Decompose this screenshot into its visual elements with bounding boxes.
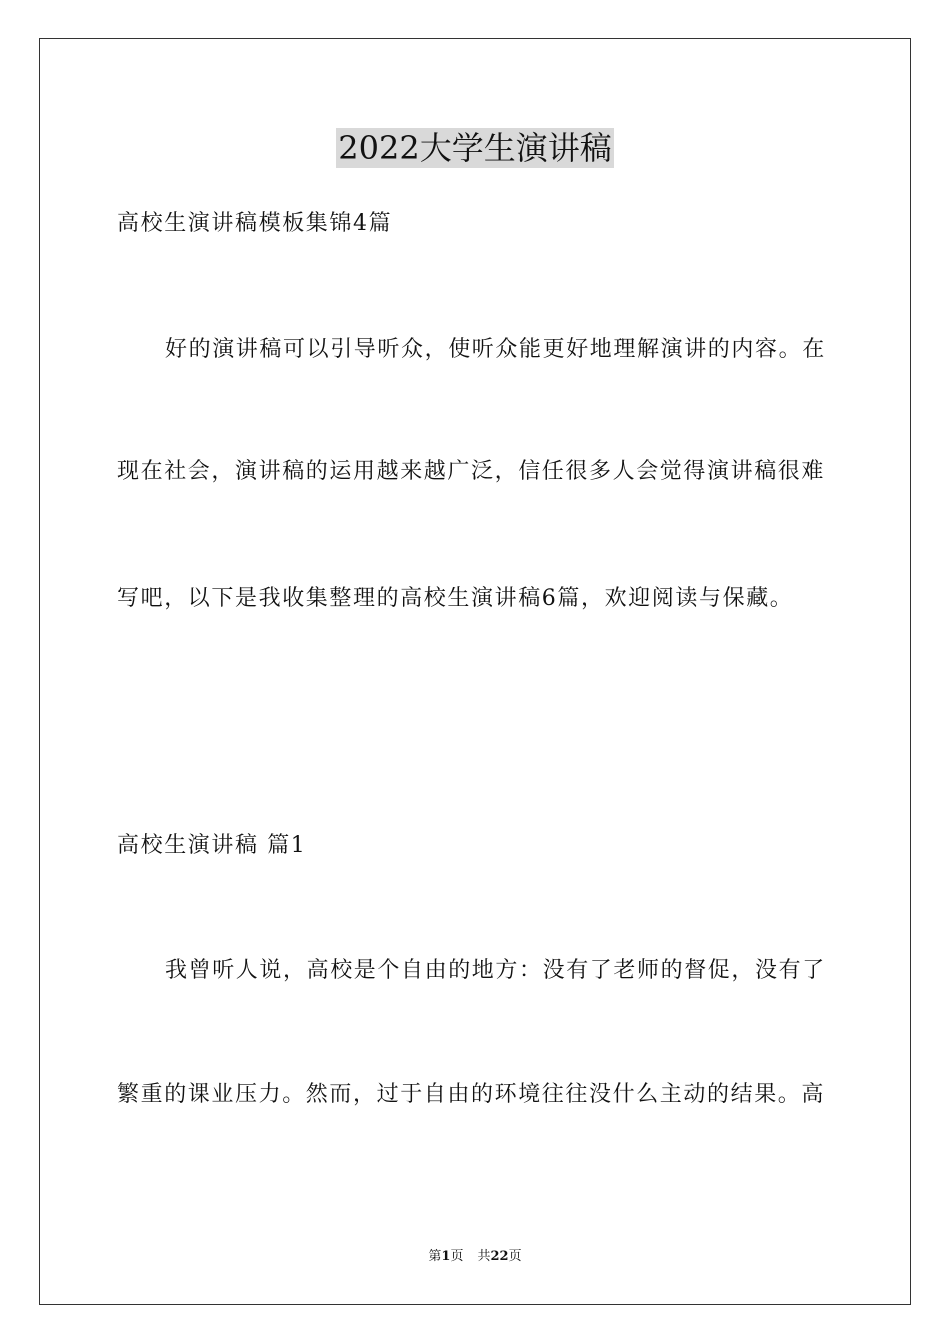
footer-total-pages: 22 [490, 1249, 509, 1264]
page-footer [0, 1248, 950, 1266]
intro-line-2: 现在社会，演讲稿的运用越来越广泛，信任很多人会觉得演讲稿很难 [117, 459, 826, 484]
footer-page-prefix: 第 [428, 1249, 442, 1264]
intro-line-1: 好的演讲稿可以引导听众，使听众能更好地理解演讲的内容。在 [165, 337, 826, 362]
title-container [0, 128, 950, 168]
footer-page-suffix: 页 [450, 1249, 464, 1264]
document-title: 2022大学生演讲稿 [338, 129, 612, 167]
footer-total-prefix: 共 [477, 1249, 491, 1264]
section-body-line-1: 我曾听人说，高校是个自由的地方：没有了老师的督促，没有了 [165, 958, 826, 983]
intro-line-3: 写吧，以下是我收集整理的高校生演讲稿6篇，欢迎阅读与保藏。 [117, 586, 794, 611]
footer-page-number: 1 [441, 1249, 451, 1264]
footer-total-suffix: 页 [508, 1249, 522, 1264]
document-subtitle: 高校生演讲稿模板集锦4篇 [117, 211, 393, 236]
section-body-line-2: 繁重的课业压力。然而，过于自由的环境往往没什么主动的结果。高 [117, 1082, 826, 1107]
section-heading: 高校生演讲稿 篇1 [117, 833, 307, 858]
